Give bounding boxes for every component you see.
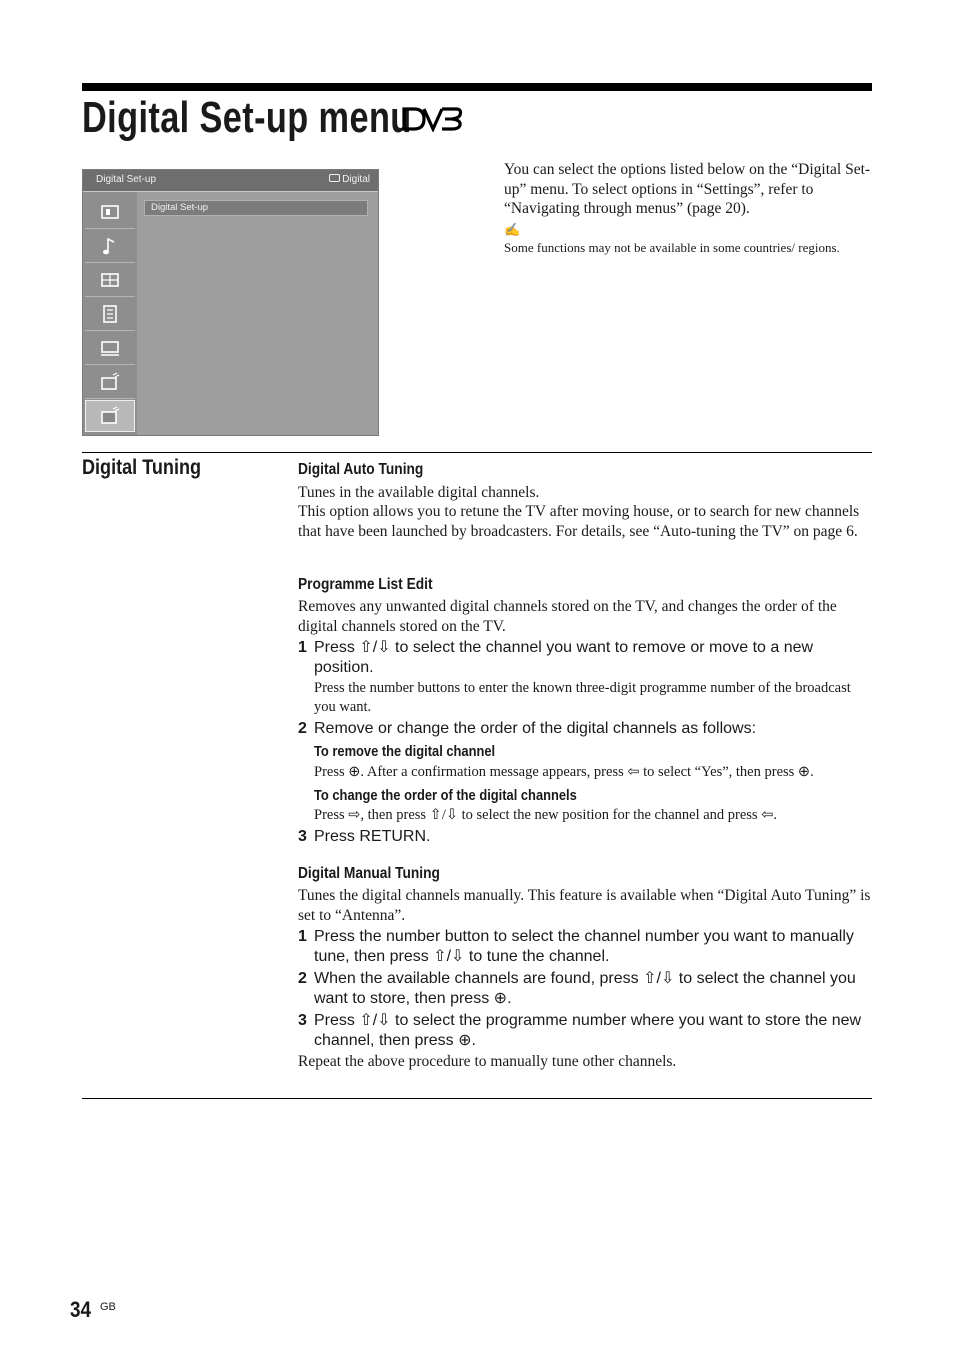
dmt-step2: When the available channels are found, press ⇧/⇩ to select the channel you want to store, then press ⊕. — [314, 970, 856, 1007]
top-rule — [82, 83, 872, 91]
remove-channel-text: Press ⊕. After a confirmation message appears, press ⇦ to select “Yes”, then press ⊕. — [314, 764, 814, 780]
page-number: 34 — [70, 1297, 92, 1322]
step-number: 3 — [298, 1012, 307, 1029]
dvb-logo — [402, 106, 464, 132]
manual-tuning-footer: Repeat the above procedure to manually tune other channels. — [298, 1053, 677, 1070]
up-down-arrow-icon: ⇧/⇩ — [359, 1012, 391, 1029]
menu-item-label: Digital Set-up — [151, 202, 209, 213]
tv-icon — [329, 174, 340, 182]
digital-setup-icon[interactable] — [85, 400, 135, 432]
left-arrow-icon: ⇦ — [627, 764, 640, 780]
step-number: 2 — [298, 970, 307, 987]
menu-item-digital-setup[interactable] — [144, 200, 368, 216]
left-arrow-icon: ⇦ — [761, 807, 774, 823]
enter-icon: ⊕ — [348, 764, 361, 780]
dmt-step3: Press ⇧/⇩ to select the programme number where you want to store the new channel, then press ⊕. — [314, 1012, 862, 1049]
page-region: GB — [100, 1301, 116, 1313]
step-number: 1 — [298, 639, 307, 656]
manual-tuning-heading: Digital Manual Tuning — [298, 865, 440, 882]
enter-icon: ⊕ — [493, 989, 508, 1007]
right-arrow-icon: ⇨ — [348, 807, 361, 823]
ple-step2: Remove or change the order of the digital channels as follows: — [314, 720, 757, 737]
auto-tuning-line2: This option allows you to retune the TV after moving house, or to search for new channels that have been launched by broadcasters. For details, see “Auto-tuning the TV” on page 6. — [298, 503, 860, 540]
setup-icon[interactable] — [85, 298, 135, 331]
enter-icon: ⊕ — [458, 1031, 472, 1049]
analog-setup-icon[interactable] — [85, 366, 135, 399]
section-title: Digital Tuning — [82, 456, 202, 479]
menu-header — [83, 170, 378, 192]
pc-icon[interactable] — [85, 332, 135, 365]
up-down-arrow-icon: ⇧/⇩ — [429, 807, 458, 823]
page-title: Digital Set-up menu — [82, 93, 412, 142]
remove-channel-heading: To remove the digital channel — [314, 743, 496, 760]
section-top-rule — [82, 452, 872, 453]
menu-header-source — [329, 174, 370, 185]
up-down-arrow-icon: ⇧/⇩ — [433, 947, 465, 965]
enter-icon: ⊕ — [797, 764, 811, 780]
change-order-heading: To change the order of the digital channels — [314, 787, 577, 804]
note-pencil-icon: ✍ — [504, 222, 521, 237]
menu-icon-column — [83, 192, 137, 435]
step-number: 2 — [298, 720, 307, 737]
ple-step1: Press ⇧/⇩ to select the channel you want to remove or move to a new position. — [314, 639, 814, 676]
menu-header-title: Digital Set-up — [96, 174, 157, 185]
ple-step1-note: Press the number buttons to enter the known three-digit programme number of the broadcast you want. — [314, 680, 851, 715]
sound-icon[interactable] — [85, 230, 135, 263]
programme-list-edit-text: Removes any unwanted digital channels stored on the TV, and changes the order of the digital channels stored on the TV. — [298, 598, 837, 635]
menu-header-source-label: Digital — [342, 174, 370, 185]
up-down-arrow-icon: ⇧/⇩ — [359, 639, 391, 656]
intro-text: You can select the options listed below on the “Digital Set-up” menu. To select options in “Settings”, refer to “Navigating through menus” (page 20). — [504, 161, 871, 217]
section-bottom-rule — [82, 1098, 872, 1099]
programme-list-edit-heading: Programme List Edit — [298, 576, 433, 593]
auto-tuning-heading: Digital Auto Tuning — [298, 461, 424, 478]
change-order-text: Press ⇨, then press ⇧/⇩ to select the new position for the channel and press ⇦. — [314, 807, 777, 823]
auto-tuning-line1: Tunes in the available digital channels. — [298, 484, 540, 501]
menu-screenshot — [82, 169, 379, 436]
dmt-step1: Press the number button to select the channel number you want to manually tune, then press ⇧/⇩ to tune the channel. — [314, 928, 854, 965]
step-number: 3 — [298, 828, 307, 845]
step-number: 1 — [298, 928, 307, 945]
picture-icon[interactable] — [85, 196, 135, 229]
manual-tuning-text: Tunes the digital channels manually. This feature is available when “Digital Auto Tuning” is set to “Antenna”. — [298, 887, 871, 924]
ple-step3: Press RETURN. — [314, 828, 431, 845]
up-down-arrow-icon: ⇧/⇩ — [643, 970, 675, 987]
note-text: Some functions may not be available in some countries/ regions. — [504, 240, 840, 255]
features-icon[interactable] — [85, 264, 135, 297]
